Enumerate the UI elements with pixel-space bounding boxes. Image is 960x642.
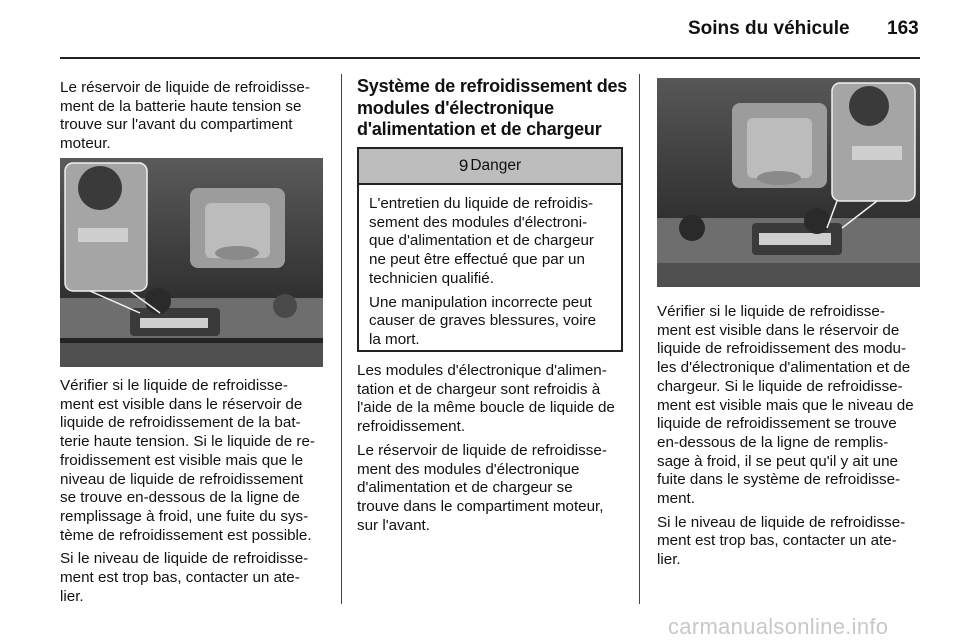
hv-battery-coolant-reservoir-photo: [60, 158, 323, 367]
left-body-text: [60, 377, 330, 606]
running-header-title: Soins du véhicule: [688, 18, 850, 39]
danger-symbol: 9: [458, 156, 469, 175]
right-paragraph-1: Vérifier si le liquide de refroidisse- ment est visible dans le réservoir de liquide de refroidissement des modu- les d'électronique d'alimentation et de chargeur. Si le liquide de refroidisse- ment est visible mais que le niveau de liquide de refroidissement se trouve en-dessous de la ligne de remplis- sage à froid, il se peut qu'il y ait une fuite dans le système de refroidisse- ment.: [657, 303, 914, 508]
danger-text-2: Une manipulation incorrecte peut causer de graves blessures, voire la mort.: [369, 293, 597, 348]
right-paragraph-2: Si le niveau de liquide de refroidisse- ment est trop bas, contacter un ate- lier.: [657, 513, 906, 569]
middle-paragraph-1: Les modules d'électronique d'alimen- tation et de chargeur sont refroidis à l'aide de la même boucle de liquide de refroidissement.: [357, 362, 615, 436]
left-intro-paragraph: Le réservoir de liquide de refroidisse- ment de la batterie haute tension se trouve sur l'avant du compartiment moteur.: [60, 79, 310, 153]
left-intro-text: [60, 79, 330, 154]
page-number: 163: [887, 18, 919, 39]
danger-header: [359, 149, 621, 185]
engine-bay-illustration: [60, 158, 323, 367]
left-paragraph-1: Vérifier si le liquide de refroidisse- ment est visible dans le réservoir de liquide de refroidissement de la bat- terie haute tension. Si le liquide de re- froidissement est visible mais que le niveau de liquide de refroidissement se trouve en-dessous de la ligne de remplissage à froid, une fuite du sys- tème de refroidissement est possible.: [60, 377, 315, 544]
header-divider: [60, 57, 920, 59]
left-paragraph-2: Si le niveau de liquide de refroidisse- ment est trop bas, contacter un ate- lier.: [60, 550, 309, 605]
section-heading: Système de refroidissement des modules d'électronique d'alimentation et de chargeur: [357, 76, 628, 139]
charger-coolant-reservoir-photo: [657, 78, 920, 287]
middle-paragraph-2: Le réservoir de liquide de refroidisse- ment des modules d'électronique d'alimentation et de chargeur se trouve dans le compartiment moteur, sur l'avant.: [357, 441, 607, 534]
danger-body: [359, 185, 621, 350]
engine-bay-illustration-2: [657, 78, 920, 287]
right-body-text: [657, 303, 925, 570]
column-divider-2: [639, 74, 640, 604]
watermark: carmanualsonline.info: [668, 614, 889, 639]
danger-warning-box: [357, 147, 623, 352]
column-divider-1: [341, 74, 342, 604]
middle-body-text: [357, 362, 627, 535]
danger-text-1: L'entretien du liquide de refroidis- sement des modules d'électroni- que d'alimentation et de chargeur ne peut être effectué que par un technicien qualifié.: [369, 195, 594, 287]
danger-label: Danger: [470, 157, 522, 174]
